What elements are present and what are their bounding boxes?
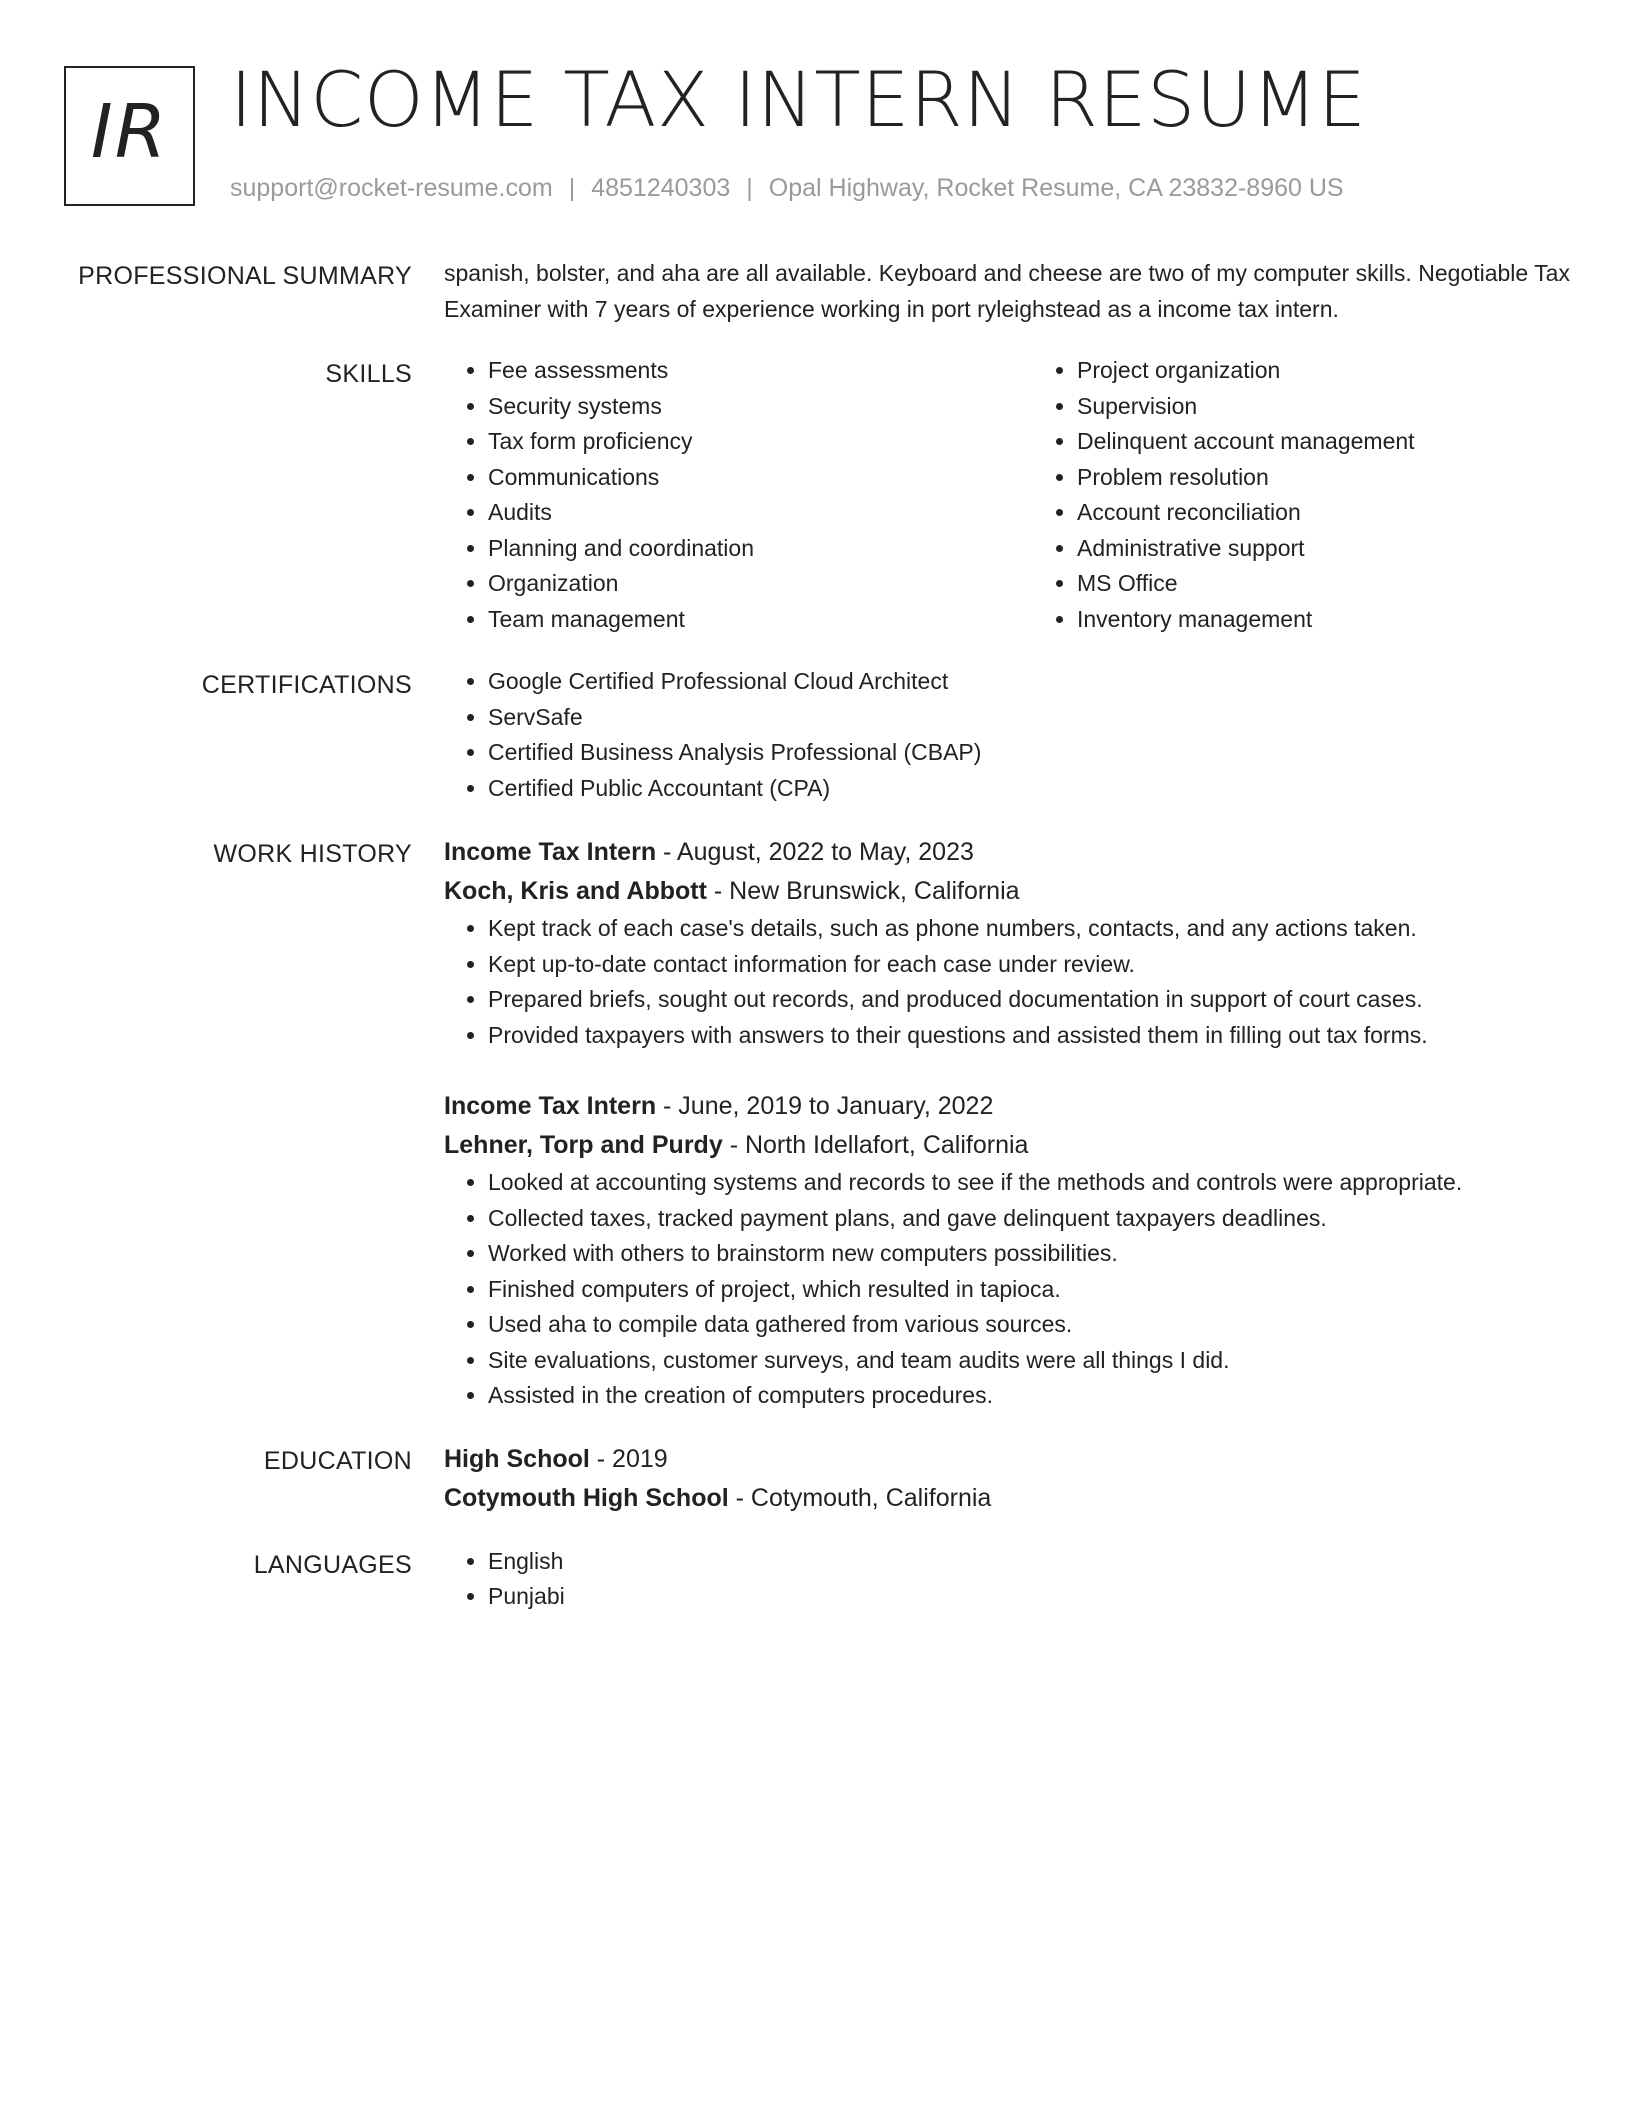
job-duty: • Used aha to compile data gathered from various sources. <box>488 1307 1584 1343</box>
skill-item: • Security systems <box>488 389 1033 425</box>
job-title-line <box>444 1087 1584 1126</box>
skills-list-left <box>444 353 1033 637</box>
skill-item: • Tax form proficiency <box>488 424 1033 460</box>
job-entry <box>444 1087 1584 1414</box>
education-year: - 2019 <box>589 1444 668 1473</box>
job-duty: • Collected taxes, tracked payment plans, and gave delinquent taxpayers deadlines. <box>488 1201 1584 1237</box>
section-label-summary: PROFESSIONAL SUMMARY <box>78 262 412 290</box>
job-duty: • Worked with others to brainstorm new computers possibilities. <box>488 1236 1584 1272</box>
resume-title: INCOME TAX INTERN RESUME <box>230 55 1367 144</box>
job-company: Koch, Kris and Abbott <box>444 877 707 905</box>
skill-item: • Planning and coordination <box>488 531 1033 567</box>
job-duty: • Kept track of each case's details, such as phone numbers, contacts, and any actions taken. <box>488 911 1584 947</box>
education-location: - Cotymouth, California <box>728 1483 992 1512</box>
job-duty: • Finished computers of project, which resulted in tapioca. <box>488 1272 1584 1308</box>
skills-body <box>444 353 1584 637</box>
job-title: Income Tax Intern <box>444 838 657 866</box>
languages-list <box>444 1544 1584 1615</box>
skill-item: • Delinquent account management <box>1077 424 1622 460</box>
monogram-initials: IR <box>90 89 169 175</box>
skill-item: • Fee assessments <box>488 353 1033 389</box>
summary-section <box>0 255 1632 327</box>
resume-sections <box>0 255 1632 1615</box>
work-history-body <box>444 833 1584 1414</box>
contact-line <box>230 174 1344 203</box>
language-item: • Punjabi <box>488 1579 1584 1615</box>
work-history-section <box>0 833 1632 1414</box>
languages-body <box>444 1544 1584 1615</box>
job-duty: • Kept up-to-date contact information for each case under review. <box>488 947 1584 983</box>
monogram-box <box>64 66 195 206</box>
certification-item: • Certified Business Analysis Professional (CBAP) <box>488 735 1584 771</box>
skill-item: • Audits <box>488 495 1033 531</box>
skill-item: • Administrative support <box>1077 531 1622 567</box>
skill-item: • MS Office <box>1077 566 1622 602</box>
section-label-work-history: WORK HISTORY <box>213 840 412 868</box>
job-duty: • Looked at accounting systems and records to see if the methods and controls were appropriate. <box>488 1165 1584 1201</box>
certification-item: • Certified Public Accountant (CPA) <box>488 771 1584 807</box>
job-duties-list <box>444 911 1584 1053</box>
education-body <box>444 1440 1584 1518</box>
job-title: Income Tax Intern <box>444 1092 657 1120</box>
job-company-line <box>444 1126 1584 1165</box>
contact-phone[interactable]: 4851240303 <box>591 174 731 202</box>
skill-item: • Supervision <box>1077 389 1622 425</box>
skill-item: • Account reconciliation <box>1077 495 1622 531</box>
education-degree-line <box>444 1440 1584 1479</box>
education-degree: High School <box>444 1444 590 1473</box>
education-school: Cotymouth High School <box>444 1483 729 1512</box>
job-dates: - August, 2022 to May, 2023 <box>656 838 974 866</box>
skill-item: • Project organization <box>1077 353 1622 389</box>
contact-email[interactable]: support@rocket-resume.com <box>230 174 553 202</box>
skills-list-right <box>1033 353 1622 637</box>
job-title-line <box>444 833 1584 872</box>
skills-section <box>0 353 1632 637</box>
certifications-list <box>444 664 1584 806</box>
certification-item: • Google Certified Professional Cloud Architect <box>488 664 1584 700</box>
job-location: - North Idellafort, California <box>722 1131 1029 1159</box>
section-label-skills: SKILLS <box>325 360 412 388</box>
skill-item: • Communications <box>488 460 1033 496</box>
contact-separator: | <box>746 174 753 202</box>
education-school-line <box>444 1479 1584 1518</box>
job-duty: • Provided taxpayers with answers to their questions and assisted them in filling out tax forms. <box>488 1018 1584 1054</box>
section-label-languages: LANGUAGES <box>253 1550 412 1579</box>
certifications-section <box>0 664 1632 806</box>
job-duty: • Assisted in the creation of computers procedures. <box>488 1378 1584 1414</box>
skill-item: • Organization <box>488 566 1033 602</box>
skill-item: • Team management <box>488 602 1033 638</box>
language-item: • English <box>488 1544 1584 1580</box>
job-dates: - June, 2019 to January, 2022 <box>656 1092 994 1120</box>
certification-item: • ServSafe <box>488 700 1584 736</box>
section-label-certifications: CERTIFICATIONS <box>201 671 412 699</box>
job-location: - New Brunswick, California <box>706 877 1020 905</box>
section-label-education: EDUCATION <box>263 1446 412 1475</box>
languages-section <box>0 1544 1632 1615</box>
job-company-line <box>444 872 1584 911</box>
job-duty: • Prepared briefs, sought out records, and produced documentation in support of court cases. <box>488 982 1584 1018</box>
contact-separator: | <box>568 174 576 202</box>
job-duties-list <box>444 1165 1584 1414</box>
skills-grid <box>444 353 1584 637</box>
job-entry <box>444 833 1584 1053</box>
certifications-body <box>444 664 1584 806</box>
contact-address: Opal Highway, Rocket Resume, CA 23832-8960 US <box>768 174 1344 202</box>
job-duty: • Site evaluations, customer surveys, and team audits were all things I did. <box>488 1343 1584 1379</box>
skill-item: • Inventory management <box>1077 602 1622 638</box>
summary-text: spanish, bolster, and aha are all available. Keyboard and cheese are two of my computer skills. Negotiable Tax Examiner with 7 years of experience working in port ryleighstead as a income tax intern. <box>444 260 1570 322</box>
job-company: Lehner, Torp and Purdy <box>444 1131 723 1159</box>
education-section <box>0 1440 1632 1518</box>
summary-body <box>444 255 1584 327</box>
skill-item: • Problem resolution <box>1077 460 1622 496</box>
